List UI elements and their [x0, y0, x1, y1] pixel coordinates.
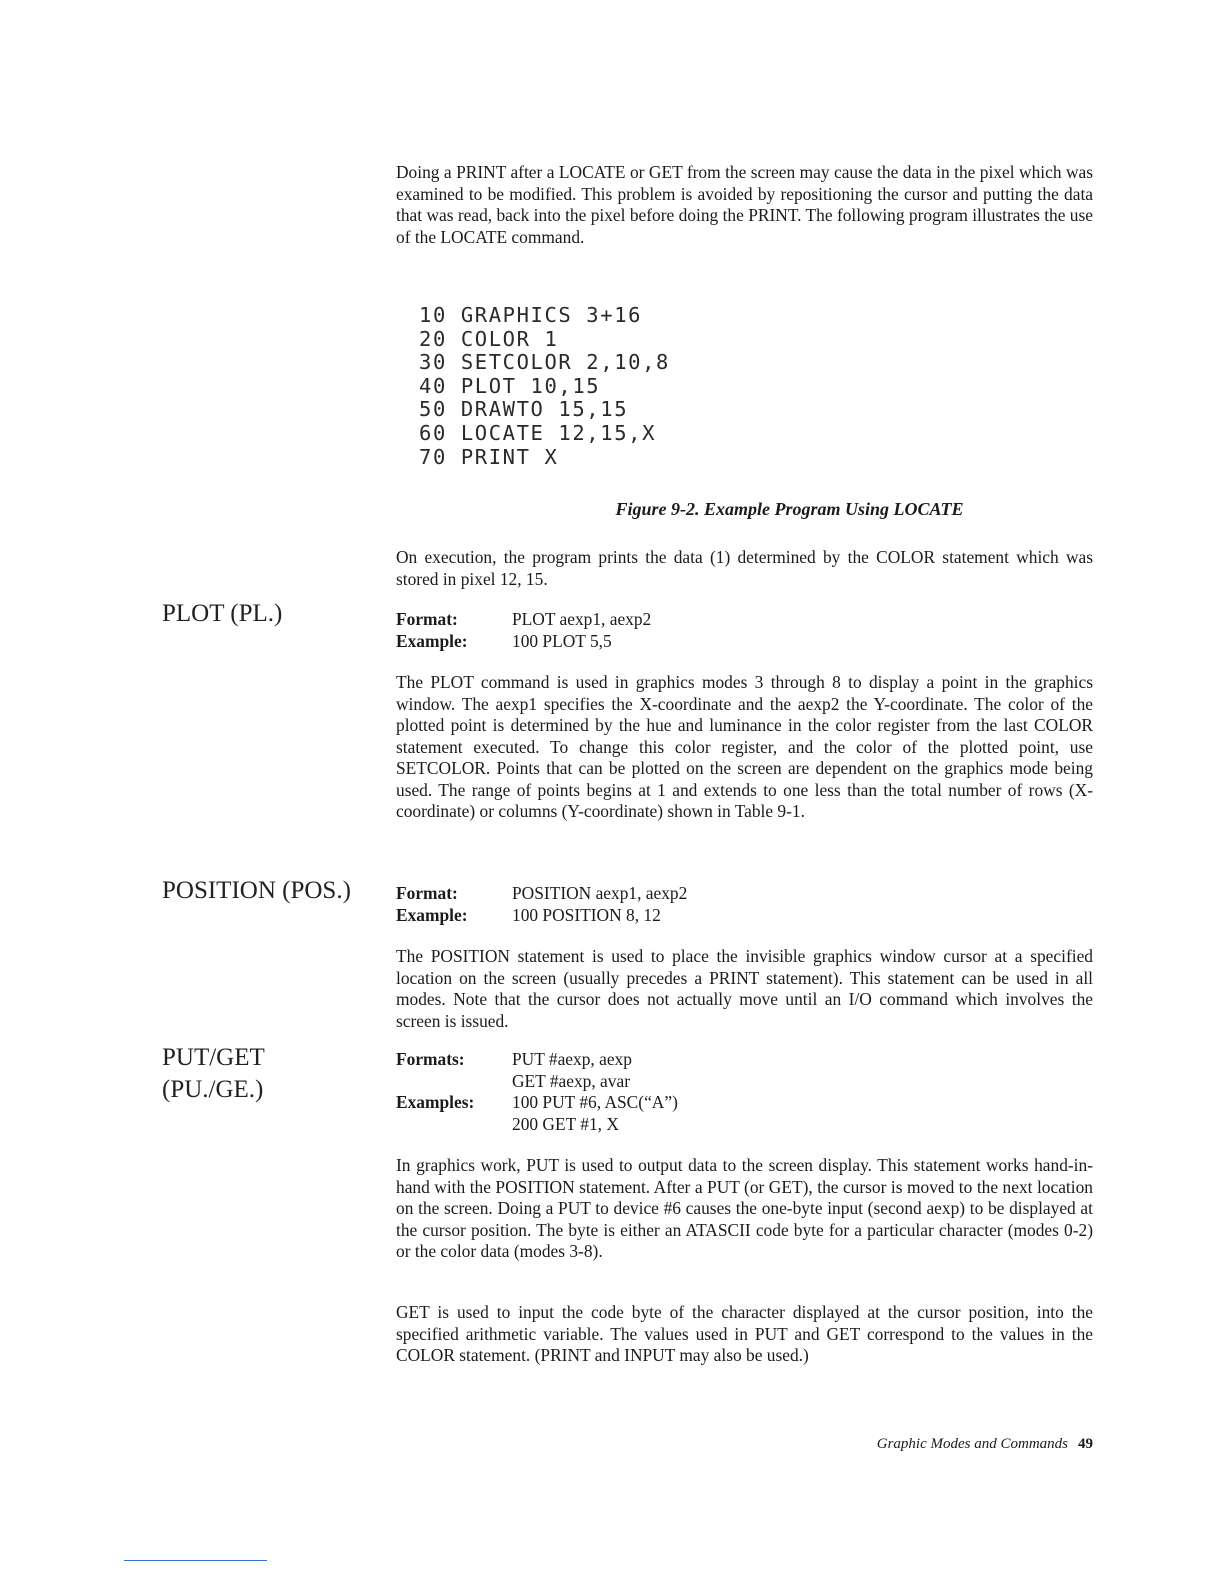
example-code: 100 PUT #6, ASC(“A”): [512, 1092, 678, 1112]
program-line: 40 PLOT 10,15: [419, 373, 601, 398]
putget-heading-line: (PU./GE.): [162, 1076, 264, 1103]
page-number: 49: [1078, 1436, 1093, 1452]
plot-format-block: [396, 609, 651, 652]
execution-paragraph: On execution, the program prints the data (1) determined by the COLOR statement which was stored in pixel 12, 15.: [396, 547, 1093, 589]
example-label: Example:: [396, 630, 468, 651]
program-line: 50 DRAWTO 15,15: [419, 397, 629, 422]
intro-paragraph: Doing a PRINT after a LOCATE or GET from the screen may cause the data in the pixel which was examined to be modified. This problem is avoided by repositioning the cursor and putting the data that was read, back into the pixel before doing the PRINT. The following program illustrates the use of the LOCATE command.: [396, 162, 1093, 247]
program-line: 10 GRAPHICS 3+16: [419, 303, 643, 327]
page-footer: [877, 1436, 1093, 1453]
program-line: 20 COLOR 1: [419, 326, 559, 351]
format-label: Format:: [396, 609, 458, 629]
locate-program-listing: [419, 304, 670, 469]
figure-caption: Figure 9-2. Example Program Using LOCATE: [615, 499, 964, 519]
position-format-block: [396, 883, 687, 926]
footer-title: Graphic Modes and Commands: [876, 1436, 1068, 1452]
formats-label: Formats:: [396, 1049, 465, 1069]
putget-heading-line: PUT/GET: [162, 1044, 265, 1071]
putget-format-block: [396, 1049, 678, 1135]
format-syntax: GET #aexp, avar: [512, 1070, 630, 1091]
example-code: 200 GET #1, X: [512, 1113, 619, 1134]
position-description: The POSITION statement is used to place the invisible graphics window cursor at a specified location on the screen (usually precedes a PRINT statement). This statement can be used in all modes. Note that the cursor does not actually move until an I/O command which involves the screen is issued.: [396, 946, 1093, 1031]
example-code: 100 POSITION 8, 12: [512, 904, 661, 925]
putget-description-1: In graphics work, PUT is used to output data to the screen display. This statement works hand-in-hand with the POSITION statement. After a PUT (or GET), the cursor is moved to the next location on the screen. Doing a PUT to device #6 causes the one-byte input (second aexp) to be displayed at the cursor position. The byte is either an ATASCII code byte for a particular character (modes 0-2) or the color data (modes 3-8).: [396, 1155, 1093, 1261]
program-line: 60 LOCATE 12,15,X: [419, 420, 657, 445]
example-label: Example:: [396, 904, 468, 925]
program-line: 30 SETCOLOR 2,10,8: [419, 350, 670, 375]
format-syntax: PLOT aexp1, aexp2: [512, 609, 652, 629]
bottom-rule: [124, 1560, 267, 1561]
program-line: 70 PRINT X: [419, 444, 559, 469]
plot-heading: PLOT (PL.): [162, 600, 283, 627]
example-code: 100 PLOT 5,5: [512, 630, 612, 651]
putget-description-2: GET is used to input the code byte of the character displayed at the cursor position, into the specified arithmetic variable. The values used in PUT and GET correspond to the values in the COLOR statement. (PRINT and INPUT may also be used.): [396, 1302, 1093, 1365]
plot-description: The PLOT command is used in graphics modes 3 through 8 to display a point in the graphics window. The aexp1 specifies the X-coordinate and the aexp2 the Y-coordinate. The color of the plotted point is determined by the hue and luminance in the color register from the last COLOR statement executed. To change this color register, and the color of the plotted point, use SETCOLOR. Points that can be plotted on the screen are dependent on the graphics mode being used. The range of points begins at 1 and extends to one less than the total number of rows (X-coordinate) or columns (Y-coordinate) shown in Table 9-1.: [396, 672, 1093, 821]
position-heading: POSITION (POS.): [162, 877, 351, 904]
format-syntax: POSITION aexp1, aexp2: [512, 883, 688, 903]
putget-heading: [162, 1042, 265, 1106]
format-label: Format:: [396, 883, 458, 903]
examples-label: Examples:: [396, 1092, 475, 1112]
format-syntax: PUT #aexp, aexp: [512, 1049, 632, 1069]
